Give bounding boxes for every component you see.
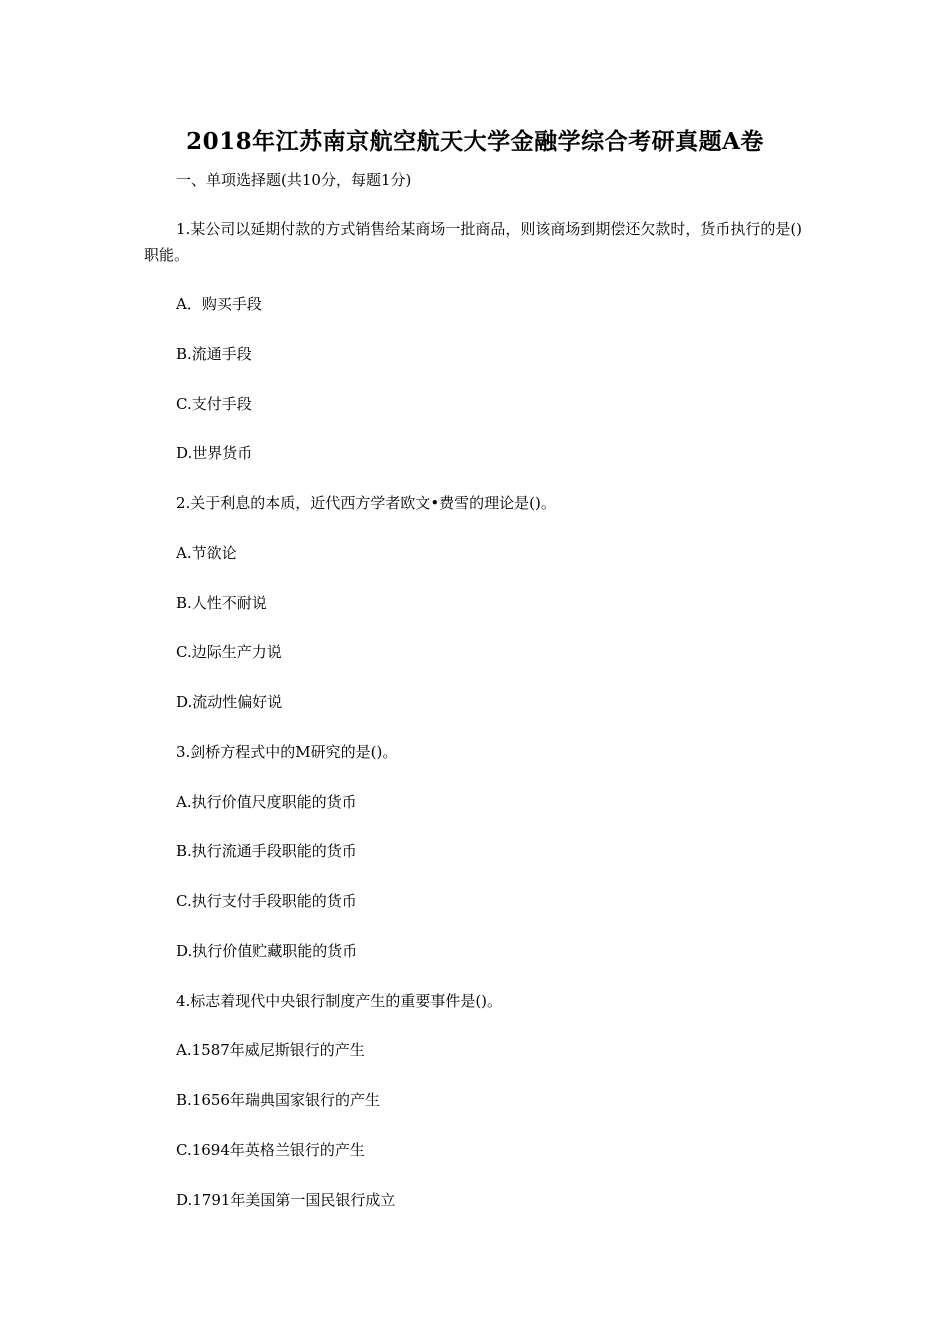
question-2-stem: 2.关于利息的本质，近代西方学者欧文•费雪的理论是()。	[176, 494, 556, 512]
question-4-stem: 4.标志着现代中央银行制度产生的重要事件是()。	[176, 992, 503, 1010]
question-2-option-a: A.节欲论	[176, 544, 237, 562]
question-3-stem: 3.剑桥方程式中的M研究的是()。	[176, 743, 398, 761]
question-4-option-c: C.1694年英格兰银行的产生	[176, 1141, 365, 1159]
section-heading: 一、单项选择题(共10分，每题1分)	[176, 171, 412, 189]
question-3-option-a: A.执行价值尺度职能的货币	[176, 793, 357, 811]
question-1-option-c: C.支付手段	[176, 395, 252, 413]
question-2-option-d: D.流动性偏好说	[176, 693, 283, 711]
question-3-option-d: D.执行价值贮藏职能的货币	[176, 942, 358, 960]
question-4-option-d: D.1791年美国第一国民银行成立	[176, 1191, 396, 1209]
question-2-option-c: C.边际生产力说	[176, 643, 282, 661]
question-1-option-a: A．购买手段	[176, 295, 262, 313]
question-3-option-c: C.执行支付手段职能的货币	[176, 892, 357, 910]
question-4-option-b: B.1656年瑞典国家银行的产生	[176, 1091, 380, 1109]
question-1-option-d: D.世界货币	[176, 444, 253, 462]
question-2-option-b: B.人性不耐说	[176, 594, 267, 612]
question-4-option-a: A.1587年威尼斯银行的产生	[176, 1041, 365, 1059]
question-1-option-b: B.流通手段	[176, 345, 252, 363]
question-1-stem: 1.某公司以延期付款的方式销售给某商场一批商品，则该商场到期偿还欠款时，货币执行的是()职能。	[144, 220, 803, 264]
document-title: 2018年江苏南京航空航天大学金融学综合考研真题A卷	[186, 128, 764, 155]
question-3-option-b: B.执行流通手段职能的货币	[176, 842, 357, 860]
